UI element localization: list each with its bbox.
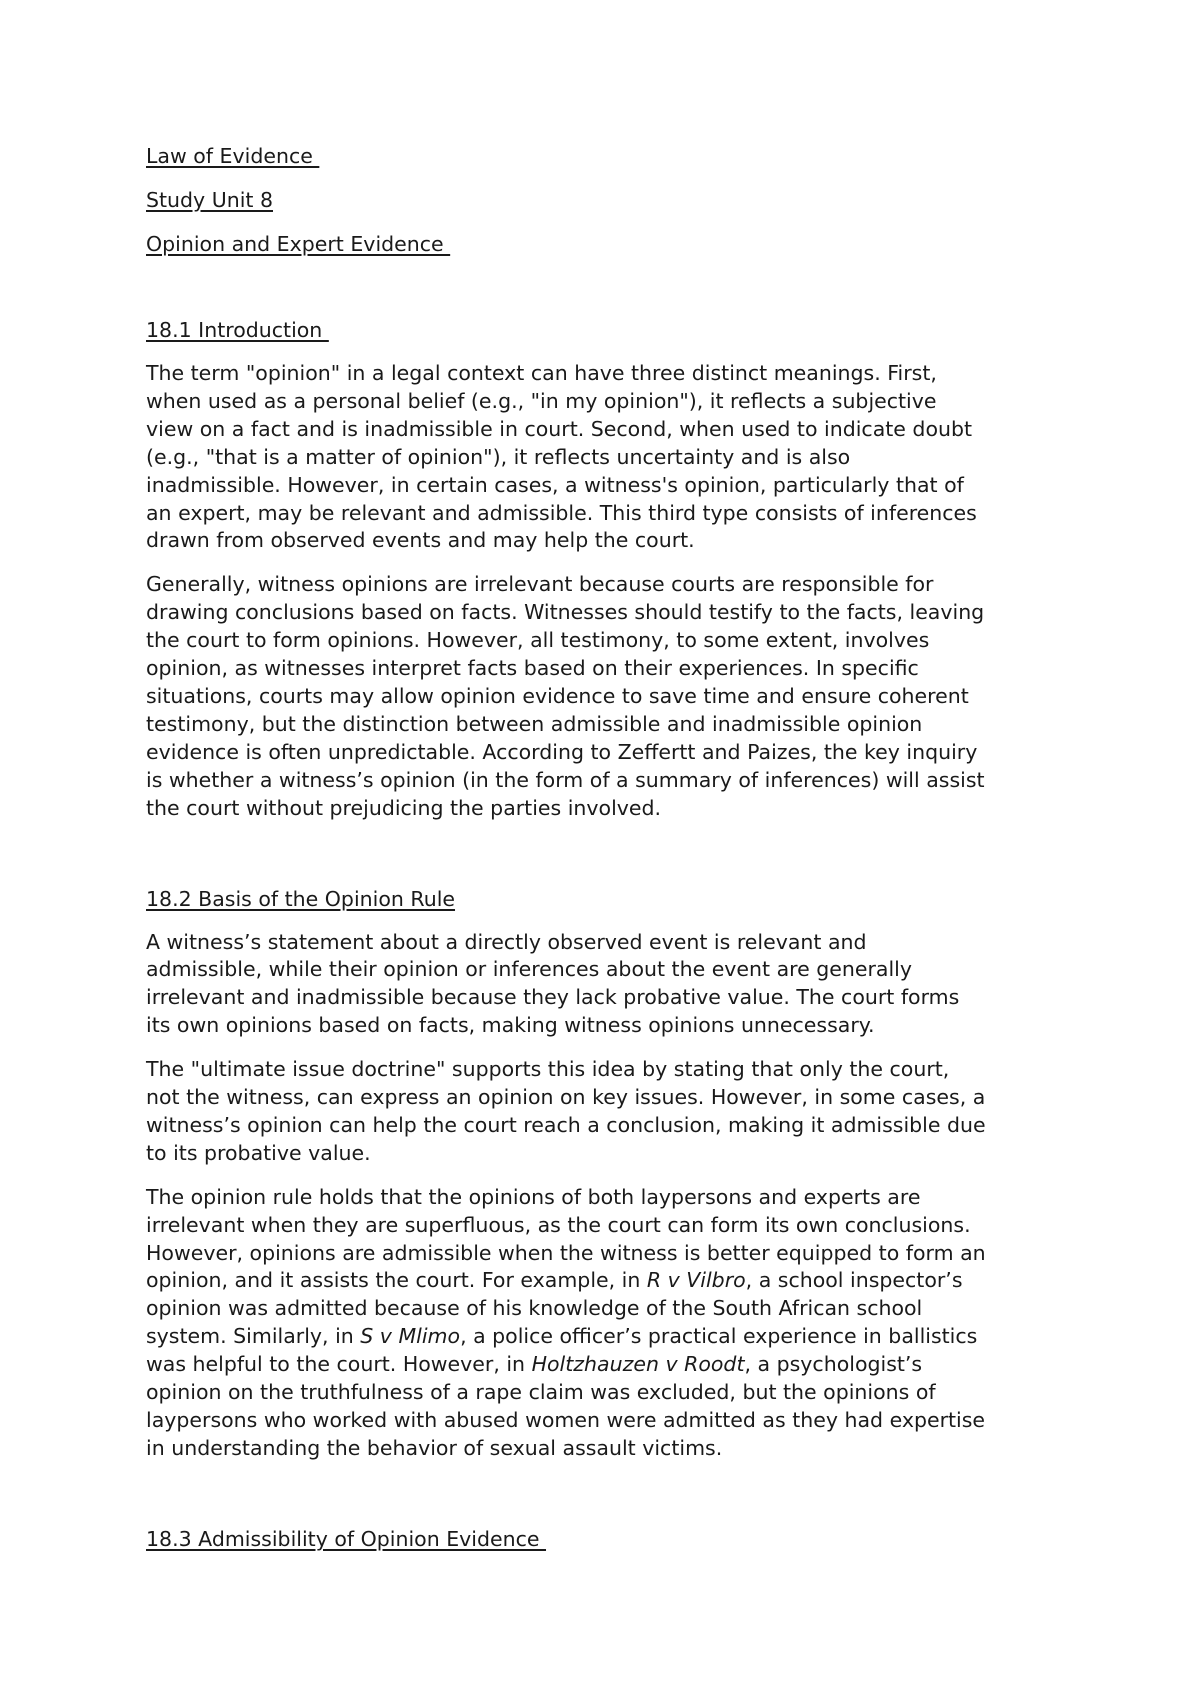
paragraph-text: , a police officer’s practical experience in ballistics was helpful to the court. However, in bbox=[146, 1324, 978, 1377]
paragraph bbox=[146, 1184, 1066, 1463]
case-citation: R v Vilbro bbox=[646, 1268, 746, 1293]
paragraph-text: , a psychologist’s opinion on the truthfulness of a rape claim was excluded, but the opinions of laypersons who worked with abused women were admitted as they had expertise in understanding the behavior of sexual assault victims. bbox=[146, 1352, 986, 1460]
document-title: Law of Evidence bbox=[146, 144, 320, 168]
unit-topic: Opinion and Expert Evidence bbox=[146, 232, 451, 256]
document-title-block bbox=[146, 142, 1066, 258]
paragraph: Generally, witness opinions are irrelevant because courts are responsible for drawing conclusions based on facts. Witnesses should testify to the facts, leaving the court to form opinions. However, all testimony, to some extent, involves opinion, as witnesses interpret facts based on their experiences. In specific situations, courts may allow opinion evidence to save time and ensure coherent testimony, but the distinction between admissible and inadmissible opinion evidence is often unpredictable. According to Zeffertt and Paizes, the key inquiry is whether a witness’s opinion (in the form of a summary of inferences) will assist the court without prejudicing the parties involved. bbox=[146, 572, 985, 820]
study-unit-label: Study Unit 8 bbox=[146, 188, 273, 212]
document-page bbox=[146, 142, 1066, 1569]
section-heading: 18.2 Basis of the Opinion Rule bbox=[146, 886, 456, 911]
case-citation: S v Mlimo bbox=[360, 1324, 461, 1349]
paragraph: A witness’s statement about a directly observed event is relevant and admissible, while their opinion or inferences about the event are generally irrelevant and inadmissible because they lack probative value. The court forms its own opinions based on facts, making witness opinions unnecessary. bbox=[146, 929, 960, 1038]
paragraph-text: The opinion rule holds that the opinions of both laypersons and experts are irrelevant when they are superfluous, as the court can form its own conclusions. However, opinions are admissible when the witness is better equipped to form an opinion, and it assists the court. For example, in bbox=[146, 1184, 986, 1293]
section-18-3 bbox=[146, 1525, 1066, 1553]
section-18-1 bbox=[146, 316, 1066, 823]
section-heading: 18.3 Admissibility of Opinion Evidence bbox=[146, 1526, 547, 1551]
case-citation: Holtzhauzen v Roodt bbox=[531, 1352, 745, 1377]
paragraph-text: , a school inspector’s opinion was admitted because of his knowledge of the South African school system. Similarly, in bbox=[146, 1268, 963, 1349]
section-18-2 bbox=[146, 885, 1066, 1463]
section-heading: 18.1 Introduction bbox=[146, 318, 329, 342]
section-spacer bbox=[146, 839, 1066, 885]
paragraph: The term "opinion" in a legal context can have three distinct meanings. First, when used as a personal belief (e.g., "in my opinion"), it reflects a subjective view on a fact and is inadmissible in court. Second, when used to indicate doubt (e.g., "that is a matter of opinion"), it reflects uncertainty and is also inadmissible. However, in certain cases, a witness's opinion, particularly that of an expert, may be relevant and admissible. This third type consists of inferences drawn from observed events and may help the court. bbox=[146, 361, 977, 553]
paragraph: The "ultimate issue doctrine" supports this idea by stating that only the court, not the witness, can express an opinion on key issues. However, in some cases, a witness’s opinion can help the court reach a conclusion, making it admissible due to its probative value. bbox=[146, 1057, 986, 1165]
section-spacer bbox=[146, 1479, 1066, 1525]
